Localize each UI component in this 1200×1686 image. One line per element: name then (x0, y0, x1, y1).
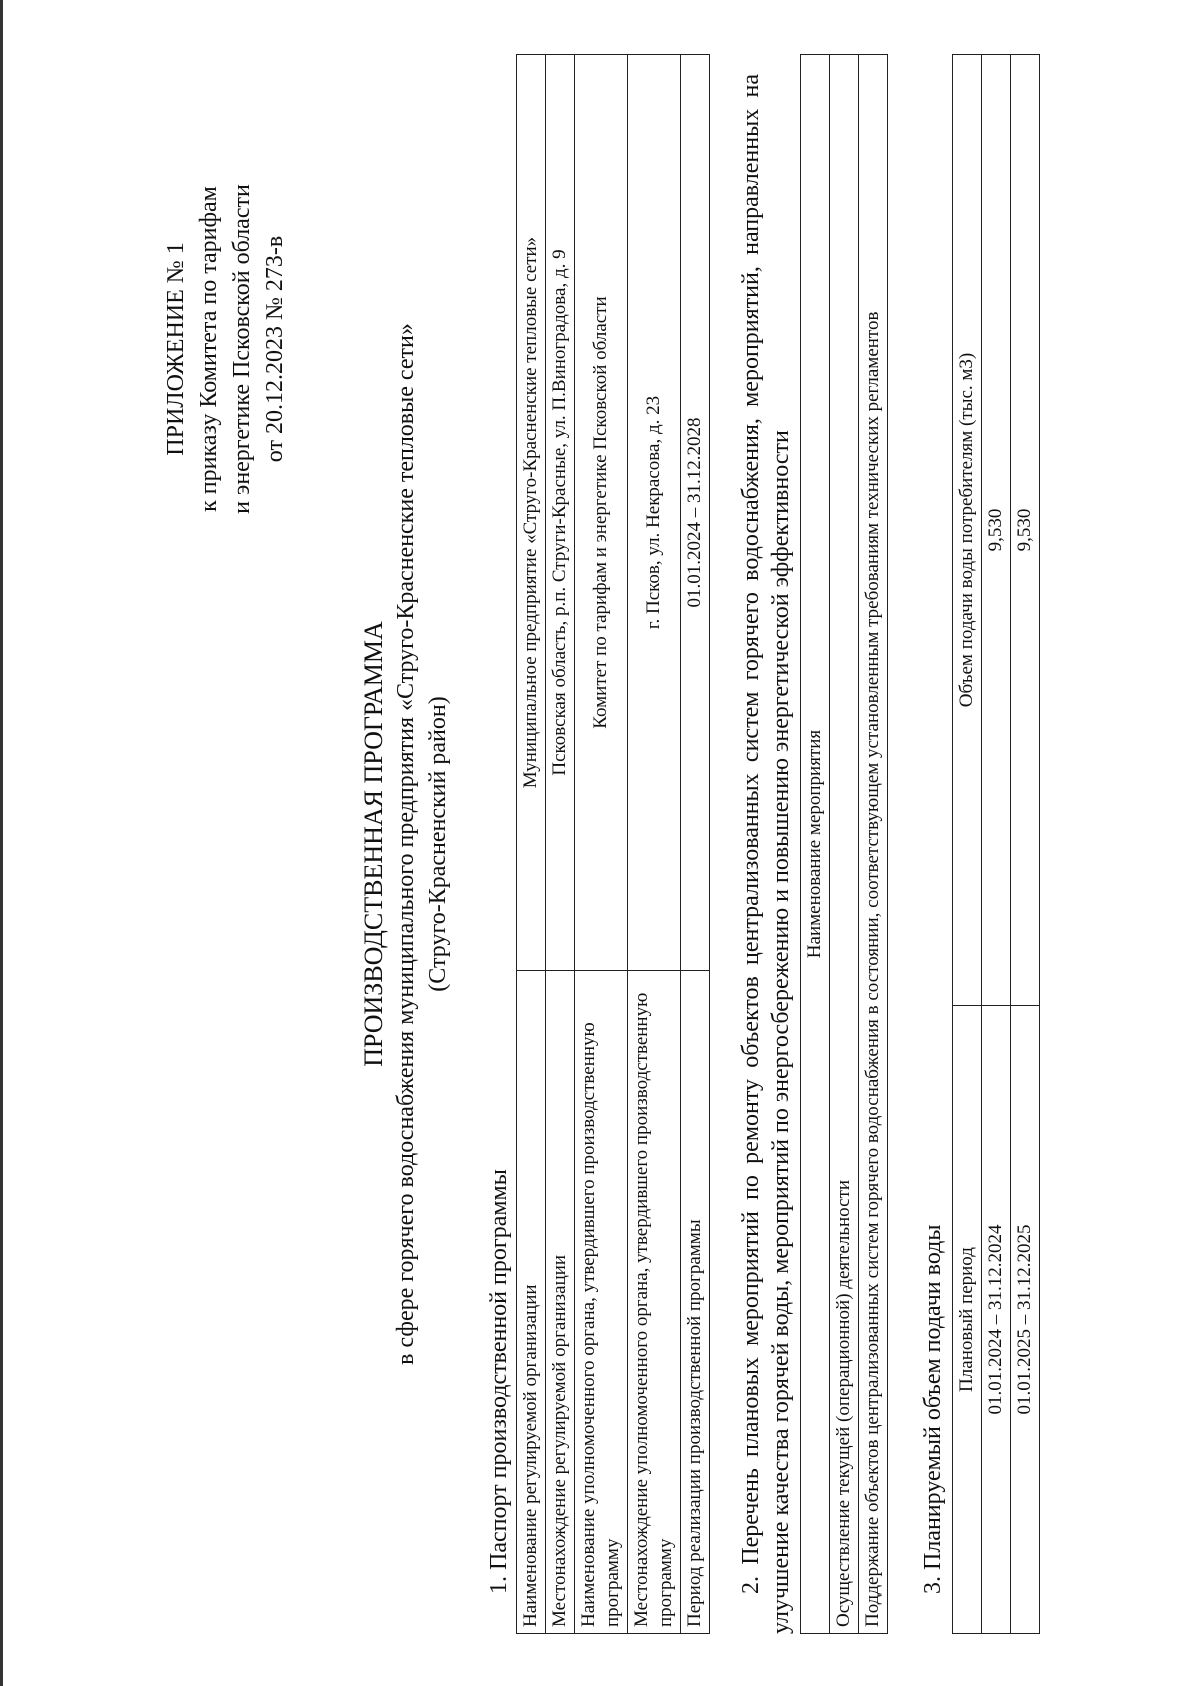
passport-label: Период реализации производственной программы (681, 971, 710, 1634)
table-row (982, 55, 1011, 1634)
document-title: ПРОИЗВОДСТВЕННАЯ ПРОГРАММА (359, 621, 388, 1067)
table-row (517, 55, 546, 1634)
passport-label: Наименование регулируемой организации (517, 971, 546, 1634)
measures-column-header: Наименование мероприятия (801, 55, 830, 1634)
table-row (1011, 55, 1040, 1634)
table-row (830, 55, 859, 1634)
document-subtitle: в сфере горячего водоснабжения муниципального предприятия «Струго-Красненские тепловые сети» (393, 323, 419, 1365)
period-cell: 01.01.2024 – 31.12.2024 (982, 1006, 1011, 1634)
passport-value: г. Псков, ул. Некрасова, д. 23 (628, 55, 681, 971)
volume-cell: 9,530 (1011, 55, 1040, 1006)
measure-item: Поддержание объектов централизованных систем горячего водоснабжения в состоянии, соответствующем установленным требованиям технических регламентов (859, 55, 888, 1634)
water-volume-table (952, 54, 1040, 1634)
passport-value: Комитет по тарифам и энергетике Псковской области (575, 55, 628, 971)
section3-heading: 3. Планируемый объем подачи воды (920, 1224, 946, 1594)
passport-label: Местонахождение регулируемой организации (546, 971, 575, 1634)
document-content (160, 54, 1040, 1634)
table-row (575, 55, 628, 1634)
table-header-row (801, 55, 830, 1634)
table-row (859, 55, 888, 1634)
table-row (628, 55, 681, 1634)
appendix-header (160, 69, 292, 629)
section2-heading: 2. Перечень плановых мероприятий по ремонту объектов централизованных систем горячего водоснабжения, мероприятий, направленных на улучшение качества горячей воды, мероприятий по энергосбережению и повышению энергетической эффективности (738, 74, 794, 1634)
passport-table (516, 54, 710, 1634)
volume-column-header: Объем подачи воды потребителям (тыс. м3) (953, 55, 982, 1006)
document-district: (Струго-Красненский район) (425, 696, 451, 992)
passport-value: 01.01.2024 – 31.12.2028 (681, 55, 710, 971)
passport-value: Псковская область, р.п. Струги-Красные, ул. П.Виноградова, д. 9 (546, 55, 575, 971)
measures-table (800, 54, 888, 1634)
table-row (546, 55, 575, 1634)
table-row (681, 55, 710, 1634)
appendix-date-line: от 20.12.2023 № 273-в (262, 235, 288, 463)
passport-label: Местонахождение уполномоченного органа, утвердившего производственную программу (628, 971, 681, 1634)
passport-value: Муниципальное предприятие «Струго-Красненские тепловые сети» (517, 55, 546, 971)
volume-cell: 9,530 (982, 55, 1011, 1006)
measure-item: Осуществление текущей (операционной) деятельности (830, 55, 859, 1634)
section1-heading: 1. Паспорт производственной программы (486, 1169, 512, 1594)
period-cell: 01.01.2025 – 31.12.2025 (1011, 1006, 1040, 1634)
appendix-committee-line: и энергетике Псковской области (229, 184, 255, 514)
passport-label: Наименование уполномоченного органа, утвердившего производственную программу (575, 971, 628, 1634)
appendix-number: ПРИЛОЖЕНИЕ № 1 (163, 242, 189, 456)
appendix-order-line: к приказу Комитета по тарифам (196, 186, 222, 512)
period-column-header: Плановый период (953, 1006, 982, 1634)
table-header-row (953, 55, 982, 1634)
